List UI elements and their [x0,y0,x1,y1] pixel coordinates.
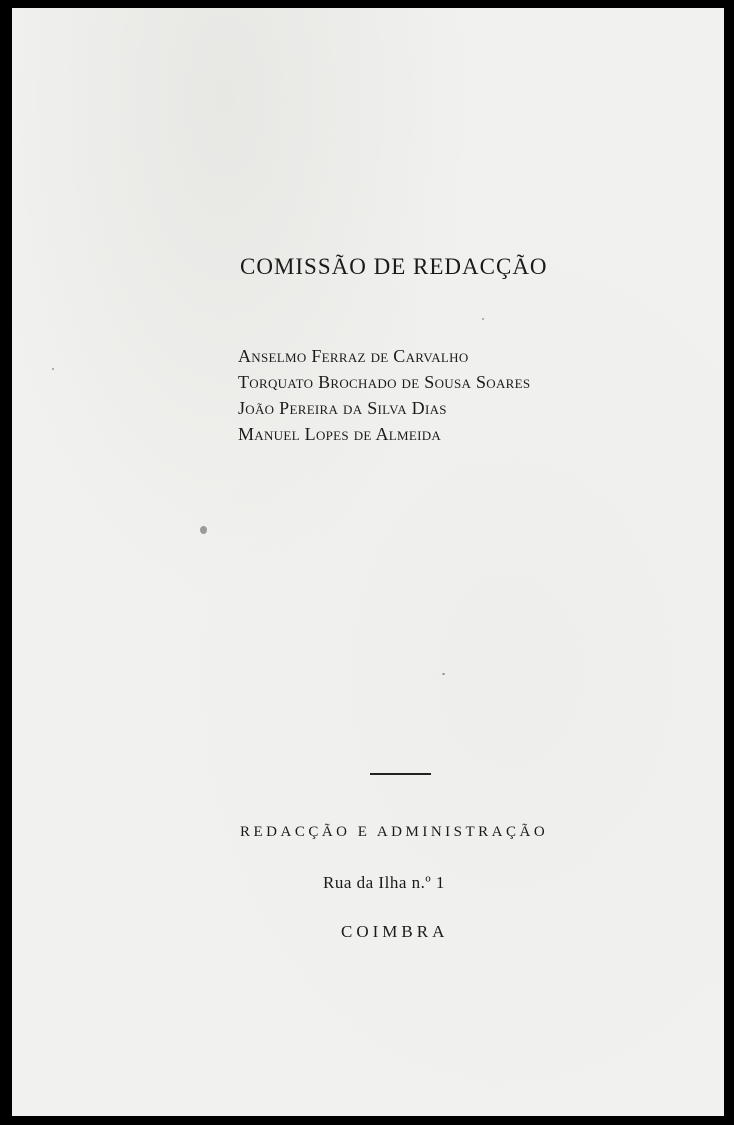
section-divider [370,773,431,775]
committee-title: COMISSÃO DE REDACÇÃO [240,254,548,279]
paper-speck [482,318,484,320]
paper-speck [52,368,54,370]
administration-heading: REDACÇÃO E ADMINISTRAÇÃO [240,824,549,840]
committee-member: Torquato Brochado de Sousa Soares [238,372,531,392]
committee-member: Anselmo Ferraz de Carvalho [238,346,469,366]
paper-speck [442,673,445,675]
address-line: Rua da Ilha n.º 1 [323,873,445,892]
paper-speck [200,526,207,534]
committee-member: Manuel Lopes de Almeida [238,424,442,444]
committee-member-list [238,343,530,447]
committee-member: João Pereira da Silva Dias [238,398,447,418]
document-page [12,8,724,1116]
city-name: COIMBRA [341,922,449,941]
